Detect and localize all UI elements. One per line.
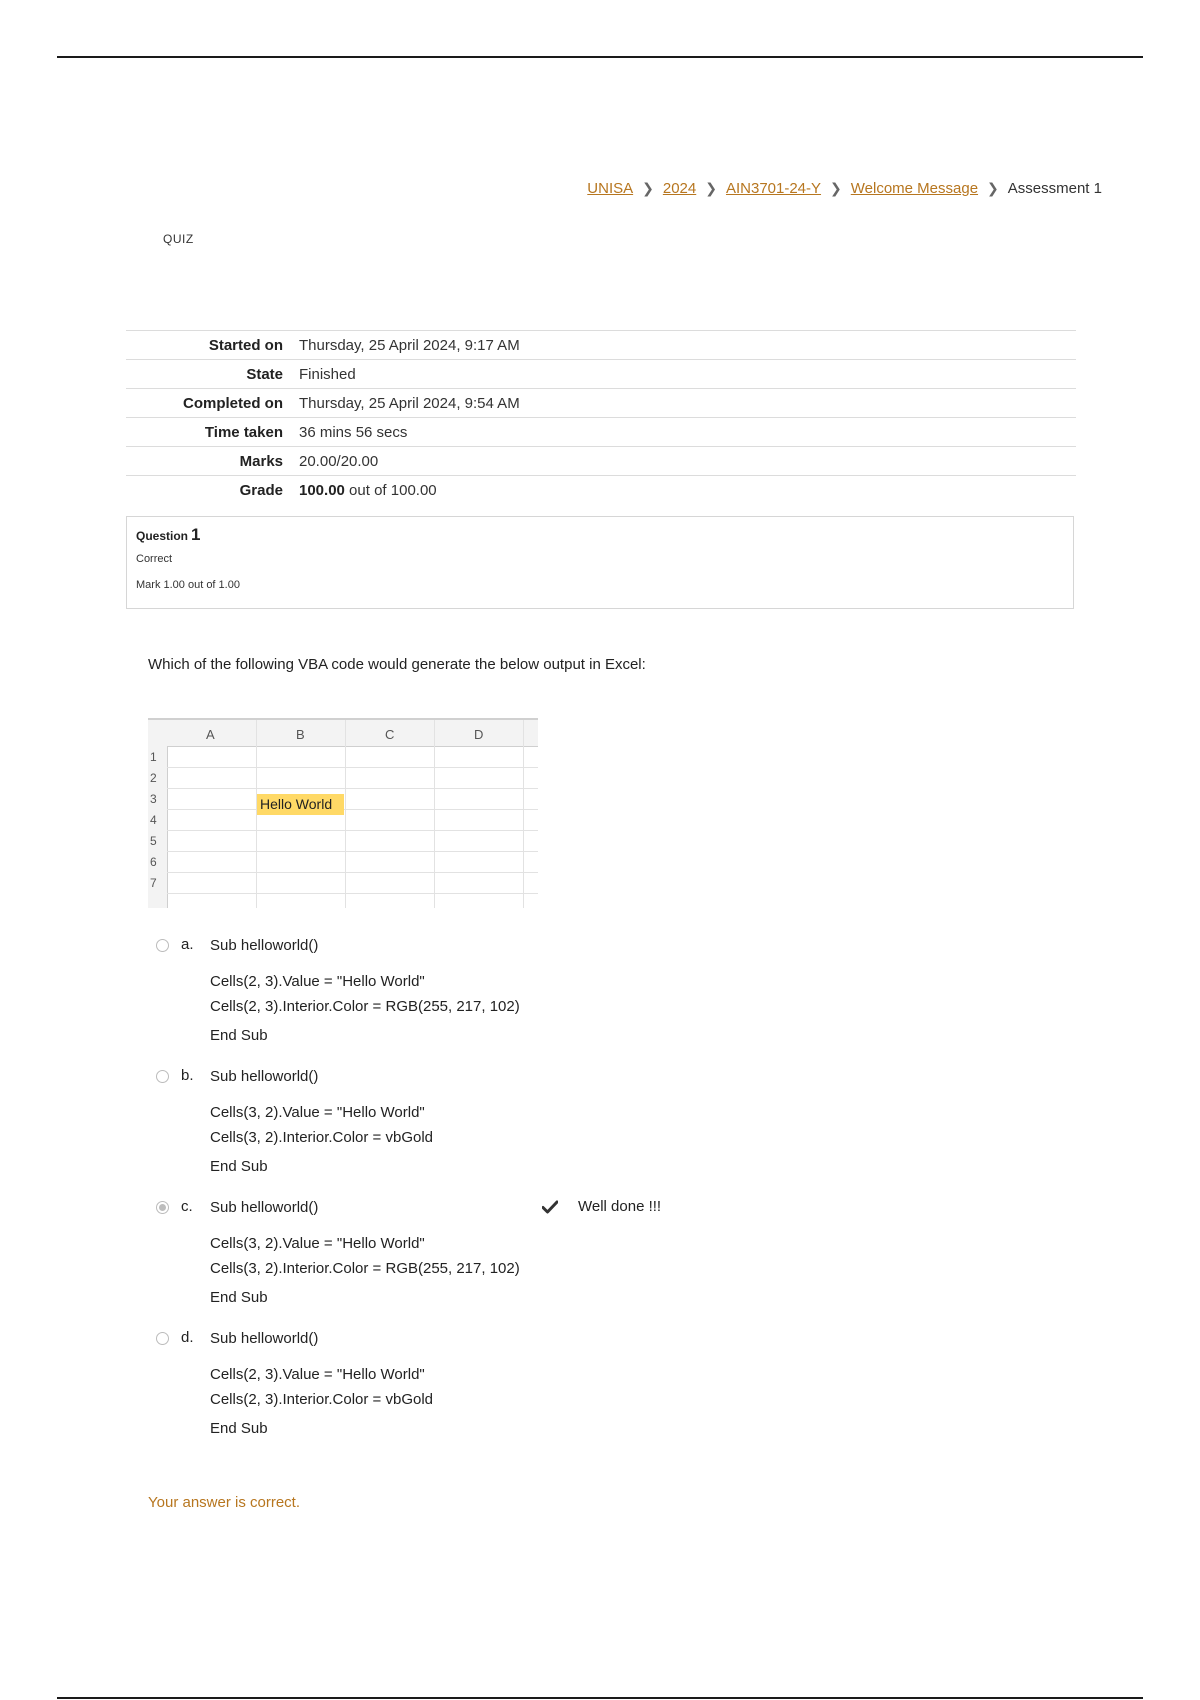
code-line: Cells(3, 2).Value = "Hello World" [210,1235,425,1252]
grid-line [167,872,538,873]
column-header: C [385,727,395,742]
code-body [210,1231,856,1281]
column-header-row [148,720,538,747]
grid-line [167,893,538,894]
column-header: B [296,727,305,742]
code-line: Sub helloworld() [210,937,319,954]
summary-row-grade [126,476,1076,505]
summary-row-state [126,360,1076,389]
breadcrumb-link-course[interactable]: AIN3701-24-Y [725,180,822,197]
column-header: D [474,727,484,742]
summary-row-completed [126,389,1076,418]
option-code [210,936,856,1046]
row-header: 1 [150,750,157,764]
summary-row-time-taken [126,418,1076,447]
grid-line [167,851,538,852]
chevron-right-icon: ❯ [705,180,717,196]
answer-options [156,936,856,1460]
question-number-value: 1 [191,525,201,544]
summary-label: Started on [208,336,283,354]
question-number [136,525,1064,545]
option-code [210,1329,856,1439]
question-mark: Mark 1.00 out of 1.00 [136,579,240,591]
chevron-right-icon: ❯ [830,180,842,196]
summary-value: 36 mins 56 secs [299,423,408,441]
row-header: 6 [150,855,157,869]
radio-option-c[interactable] [156,1201,169,1214]
row-header: 3 [150,792,157,806]
row-header: 7 [150,876,157,890]
summary-row-marks [126,447,1076,476]
grade-out-of: out of 100.00 [344,481,437,499]
result-message: Your answer is correct. [148,1494,301,1511]
chevron-right-icon: ❯ [642,180,654,196]
summary-value: Thursday, 25 April 2024, 9:54 AM [299,394,520,412]
code-line: Cells(3, 2).Interior.Color = vbGold [210,1129,434,1146]
code-body [210,1100,856,1150]
option-code [210,1067,856,1177]
row-header-column [148,746,168,908]
code-line: Cells(2, 3).Interior.Color = RGB(255, 217, 102) [210,998,520,1015]
code-line: End Sub [210,1420,268,1437]
option-b[interactable] [156,1067,856,1177]
code-line: Sub helloworld() [210,1199,319,1216]
code-line: Cells(3, 2).Value = "Hello World" [210,1104,425,1121]
option-a[interactable] [156,936,856,1046]
check-icon [542,1200,558,1214]
breadcrumb-link-2024[interactable]: 2024 [662,180,697,197]
row-header: 5 [150,834,157,848]
summary-value: Thursday, 25 April 2024, 9:17 AM [299,336,520,354]
summary-label: Grade [239,481,283,499]
code-line: Cells(2, 3).Value = "Hello World" [210,973,425,990]
question-label: Question [136,529,189,543]
question-state: Correct [136,553,173,565]
breadcrumb-link-unisa[interactable]: UNISA [587,180,634,197]
summary-value [299,476,1076,505]
grid-line [523,720,524,908]
summary-label: Completed on [183,394,283,412]
option-letter: d. [181,1329,194,1346]
radio-option-b[interactable] [156,1070,169,1083]
code-body [210,969,856,1019]
grid-line [167,809,538,810]
option-letter: a. [181,936,194,953]
grid-line [345,720,346,908]
row-header: 2 [150,771,157,785]
code-line: Cells(3, 2).Interior.Color = RGB(255, 217, 102) [210,1260,520,1277]
summary-label: Marks [239,452,283,470]
hello-world-cell: Hello World [257,794,344,815]
option-letter: b. [181,1067,194,1084]
code-line: Sub helloworld() [210,1068,319,1085]
excel-output-image [148,718,538,908]
option-feedback [542,1198,661,1215]
grade-value: 100.00 [299,481,345,499]
code-line: End Sub [210,1289,268,1306]
radio-option-d[interactable] [156,1332,169,1345]
breadcrumb-link-welcome-message[interactable]: Welcome Message [850,180,979,197]
option-letter: c. [181,1198,193,1215]
column-header: A [206,727,215,742]
grid-line [434,720,435,908]
summary-label: Time taken [204,423,283,441]
attempt-summary-table [126,330,1076,504]
row-header: 4 [150,813,157,827]
code-line: Sub helloworld() [210,1330,319,1347]
option-c[interactable] [156,1198,856,1308]
breadcrumb [587,180,1102,197]
breadcrumb-current: Assessment 1 [1007,180,1102,197]
summary-value: Finished [299,365,356,383]
code-line: End Sub [210,1158,268,1175]
grid-line [167,767,538,768]
option-d[interactable] [156,1329,856,1439]
activity-type-label: QUIZ [163,232,194,246]
code-body [210,1362,856,1412]
bottom-rule [57,1697,1143,1699]
summary-value: 20.00/20.00 [299,452,379,470]
top-rule [57,56,1143,58]
code-line: End Sub [210,1027,268,1044]
code-line: Cells(2, 3).Interior.Color = vbGold [210,1391,434,1408]
grid-line [167,830,538,831]
question-text: Which of the following VBA code would generate the below output in Excel: [148,656,646,673]
feedback-text: Well done !!! [578,1198,662,1215]
option-code [210,1198,856,1308]
summary-row-started [126,331,1076,360]
question-info-box [126,516,1074,609]
code-line: Cells(2, 3).Value = "Hello World" [210,1366,425,1383]
chevron-right-icon: ❯ [987,180,999,196]
grid-line [167,788,538,789]
summary-label: State [246,365,283,383]
radio-option-a[interactable] [156,939,169,952]
